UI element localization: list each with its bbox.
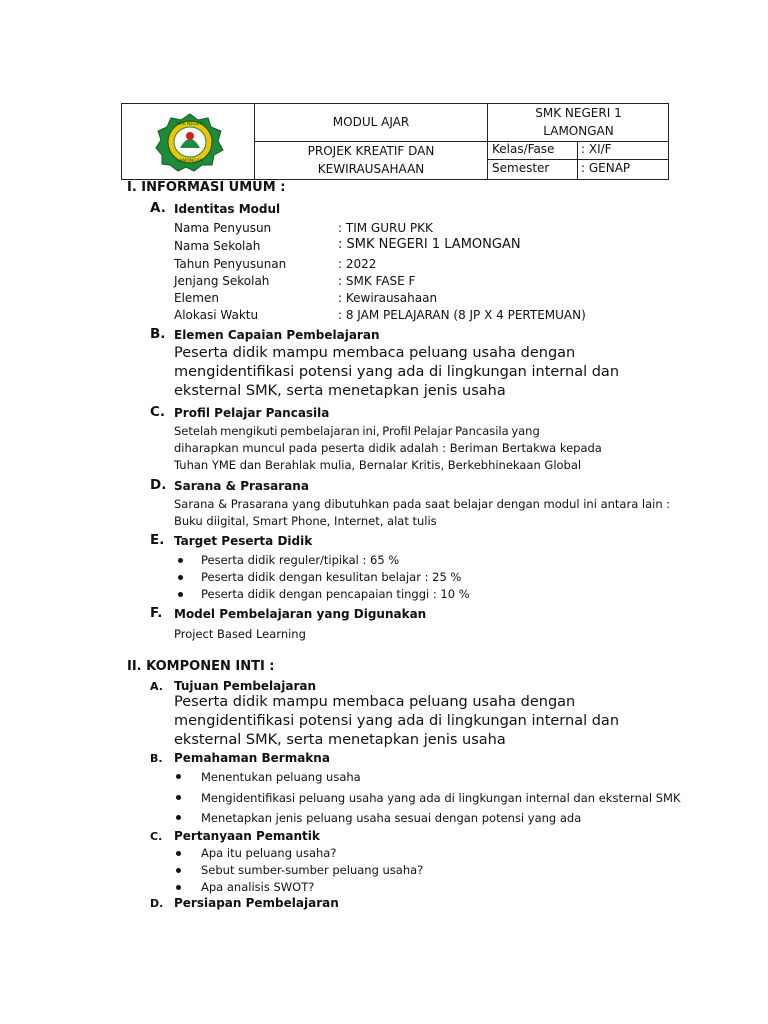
bullet-icon (176, 885, 181, 890)
field-value: : SMK NEGERI 1 LAMONGAN (338, 237, 521, 252)
section-letter: B. (150, 326, 166, 342)
bullet-icon (176, 774, 181, 779)
table-divider (487, 159, 669, 160)
section-heading: Model Pembelajaran yang Digunakan (174, 607, 427, 621)
paragraph-line: eksternal SMK, serta menetapkan jenis usaha (174, 732, 506, 748)
paragraph-line: Buku diigital, Smart Phone, Internet, alat tulis (174, 514, 437, 528)
list-item: Apa analisis SWOT? (201, 880, 315, 894)
section-heading: Persiapan Pembelajaran (174, 896, 339, 910)
section-heading: Sarana & Prasarana (174, 479, 309, 493)
paragraph-line: diharapkan muncul pada peserta didik adalah : Beriman Bertakwa kepada (174, 441, 602, 455)
school-name-line2: LAMONGAN (543, 124, 614, 138)
paragraph-line: Project Based Learning (174, 627, 306, 641)
list-item: Peserta didik reguler/tipikal : 65 % (201, 553, 400, 567)
section-letter: C. (150, 830, 163, 843)
field-value: : 8 JAM PELAJARAN (8 JP X 4 PERTEMUAN) (338, 308, 586, 322)
section-heading: Identitas Modul (174, 202, 281, 216)
bullet-icon (178, 558, 183, 563)
kelas-label: Kelas/Fase (492, 142, 555, 156)
field-label: Jenjang Sekolah (174, 274, 270, 288)
field-value: : TIM GURU PKK (338, 221, 433, 235)
section-heading: Profil Pelajar Pancasila (174, 406, 330, 420)
field-label: Tahun Penyusunan (174, 257, 287, 271)
field-value: : Kewirausahaan (338, 291, 438, 305)
bullet-icon (176, 815, 181, 820)
bullet-icon (178, 575, 183, 580)
modul-ajar-title: MODUL AJAR (332, 115, 410, 129)
section-heading: Elemen Capaian Pembelajaran (174, 328, 380, 342)
paragraph-line: Peserta didik mampu membaca peluang usaha dengan (174, 694, 576, 710)
field-label: Nama Penyusun (174, 221, 272, 235)
list-item: Menentukan peluang usaha (201, 770, 361, 784)
section-letter: D. (150, 897, 164, 910)
paragraph-line: mengidentifikasi potensi yang ada di lingkungan internal dan (174, 713, 620, 729)
section-letter: B. (150, 752, 163, 765)
school-name-line1: SMK NEGERI 1 (535, 106, 622, 120)
table-divider (577, 141, 578, 180)
list-item: Menetapkan jenis peluang usaha sesuai dengan potensi yang ada (201, 811, 582, 825)
section-letter: A. (150, 200, 166, 216)
paragraph-line: eksternal SMK, serta menetapkan jenis usaha (174, 383, 506, 399)
bullet-icon (178, 592, 183, 597)
field-label: Elemen (174, 291, 219, 305)
svg-text:SMK NEGERI: SMK NEGERI (175, 122, 205, 127)
section-heading: Pertanyaan Pemantik (174, 829, 320, 843)
kelas-value: : XI/F (581, 142, 612, 156)
section-letter: E. (150, 532, 165, 548)
section-letter: A. (150, 680, 163, 693)
section-letter: C. (150, 404, 166, 420)
field-label: Alokasi Waktu (174, 308, 259, 322)
bullet-icon (176, 868, 181, 873)
paragraph-line: Sarana & Prasarana yang dibutuhkan pada saat belajar dengan modul ini antara lain : (174, 497, 671, 511)
section-1-title: I. INFORMASI UMUM : (127, 180, 286, 195)
list-item: Mengidentifikasi peluang usaha yang ada di lingkungan internal dan eksternal SMK (201, 791, 681, 805)
paragraph-line: mengidentifikasi potensi yang ada di lingkungan internal dan (174, 364, 620, 380)
subject-line2: KEWIRAUSAHAAN (317, 162, 425, 176)
list-item: Peserta didik dengan kesulitan belajar : 25 % (201, 570, 462, 584)
paragraph-line: Peserta didik mampu membaca peluang usaha dengan (174, 345, 576, 361)
field-label: Nama Sekolah (174, 239, 261, 253)
section-heading: Pemahaman Bermakna (174, 751, 330, 765)
svg-text:LAMONGAN: LAMONGAN (176, 159, 204, 164)
field-value: : 2022 (338, 257, 377, 271)
section-2-title: II. KOMPONEN INTI : (127, 659, 275, 674)
bullet-icon (176, 851, 181, 856)
section-letter: F. (150, 605, 163, 621)
paragraph-line: Setelah mengikuti pembelajaran ini, Profil Pelajar Pancasila yang (174, 424, 540, 438)
school-logo (154, 112, 226, 172)
subject-line1: PROJEK KREATIF DAN (307, 144, 435, 158)
field-value: : SMK FASE F (338, 274, 416, 288)
list-item: Apa itu peluang usaha? (201, 846, 337, 860)
section-letter: D. (150, 477, 167, 493)
semester-label: Semester (492, 161, 550, 175)
paragraph-line: Tuhan YME dan Berahlak mulia, Bernalar Kritis, Berkebhinekaan Global (174, 458, 582, 472)
list-item: Peserta didik dengan pencapaian tinggi : 10 % (201, 587, 470, 601)
section-heading: Target Peserta Didik (174, 534, 313, 548)
section-heading: Tujuan Pembelajaran (174, 679, 317, 693)
semester-value: : GENAP (581, 161, 631, 175)
bullet-icon (176, 795, 181, 800)
list-item: Sebut sumber-sumber peluang usaha? (201, 863, 424, 877)
